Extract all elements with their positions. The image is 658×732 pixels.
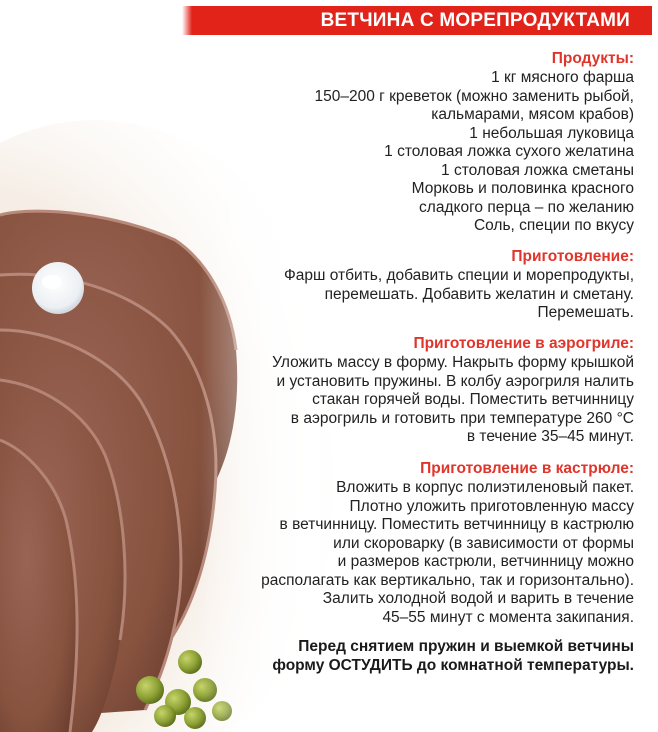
saucepan-line: Плотно уложить приготовленную массу (349, 497, 634, 515)
ingredients-heading: Продукты: (551, 50, 634, 67)
air-grill-line: в аэрогриль и готовить при температуре 260 °С (290, 409, 634, 427)
ingredient-line: 1 столовая ложка сметаны (441, 161, 634, 179)
preparation-line: перемешать. Добавить желатин и сметану. (324, 285, 634, 303)
ingredient-line: 1 небольшая луковица (469, 124, 634, 142)
saucepan-line: в ветчинницу. Поместить ветчинницу в кастрюлю (279, 516, 634, 533)
sour-cream (32, 262, 84, 314)
saucepan-line: Вложить в корпус полиэтиленовый пакет. (336, 479, 634, 496)
air-grill-line: и установить пружины. В колбу аэрогриля налить (276, 372, 634, 390)
ingredient-line: 1 кг мясного фарша (491, 69, 634, 86)
saucepan-line: или скороварку (в зависимости от формы (333, 534, 634, 552)
cooling-note-line: форму ОСТУДИТЬ до комнатной температуры. (272, 656, 634, 674)
title-bar (192, 6, 652, 35)
saucepan-line: 45–55 минут с момента закипания. (382, 608, 634, 626)
cooling-note (272, 638, 634, 675)
saucepan-line: располагать как вертикально, так и горизонтально). (261, 571, 634, 589)
ingredient-line: сладкого перца – по желанию (419, 198, 634, 216)
air-grill-line: Уложить массу в форму. Накрыть форму крышкой (272, 354, 634, 371)
ingredient-line: Соль, специи по вкусу (473, 217, 634, 234)
preparation-section (284, 248, 634, 323)
ingredient-line: 1 столовая ложка сухого желатина (384, 143, 634, 160)
ingredient-line: 150–200 г креветок (можно заменить рыбой, (314, 87, 634, 105)
saucepan-line: и размеров кастрюли, ветчинницу можно (337, 553, 634, 570)
preparation-line: Перемешать. (537, 304, 634, 321)
air-grill-line: в течение 35–45 минут. (466, 428, 634, 445)
preparation-line: Фарш отбить, добавить специи и морепродукты, (284, 267, 634, 284)
preparation-heading: Приготовление: (511, 248, 634, 265)
ingredient-line: кальмарами, мясом крабов) (431, 106, 634, 123)
air-grill-section (272, 335, 634, 447)
saucepan-heading: Приготовление в кастрюле: (420, 460, 634, 477)
saucepan-section (261, 460, 634, 627)
cooling-note-line: Перед снятием пружин и выемкой ветчины (298, 638, 634, 655)
saucepan-line: Залить холодной водой и варить в течение (322, 590, 634, 607)
air-grill-heading: Приготовление в аэрогриле: (413, 335, 634, 352)
ingredient-line: Морковь и половинка красного (411, 180, 634, 197)
ingredients-section (315, 50, 634, 236)
recipe-title: ВЕТЧИНА С МОРЕПРОДУКТАМИ (320, 10, 630, 31)
air-grill-line: стакан горячей воды. Поместить ветчинницу (312, 391, 634, 408)
